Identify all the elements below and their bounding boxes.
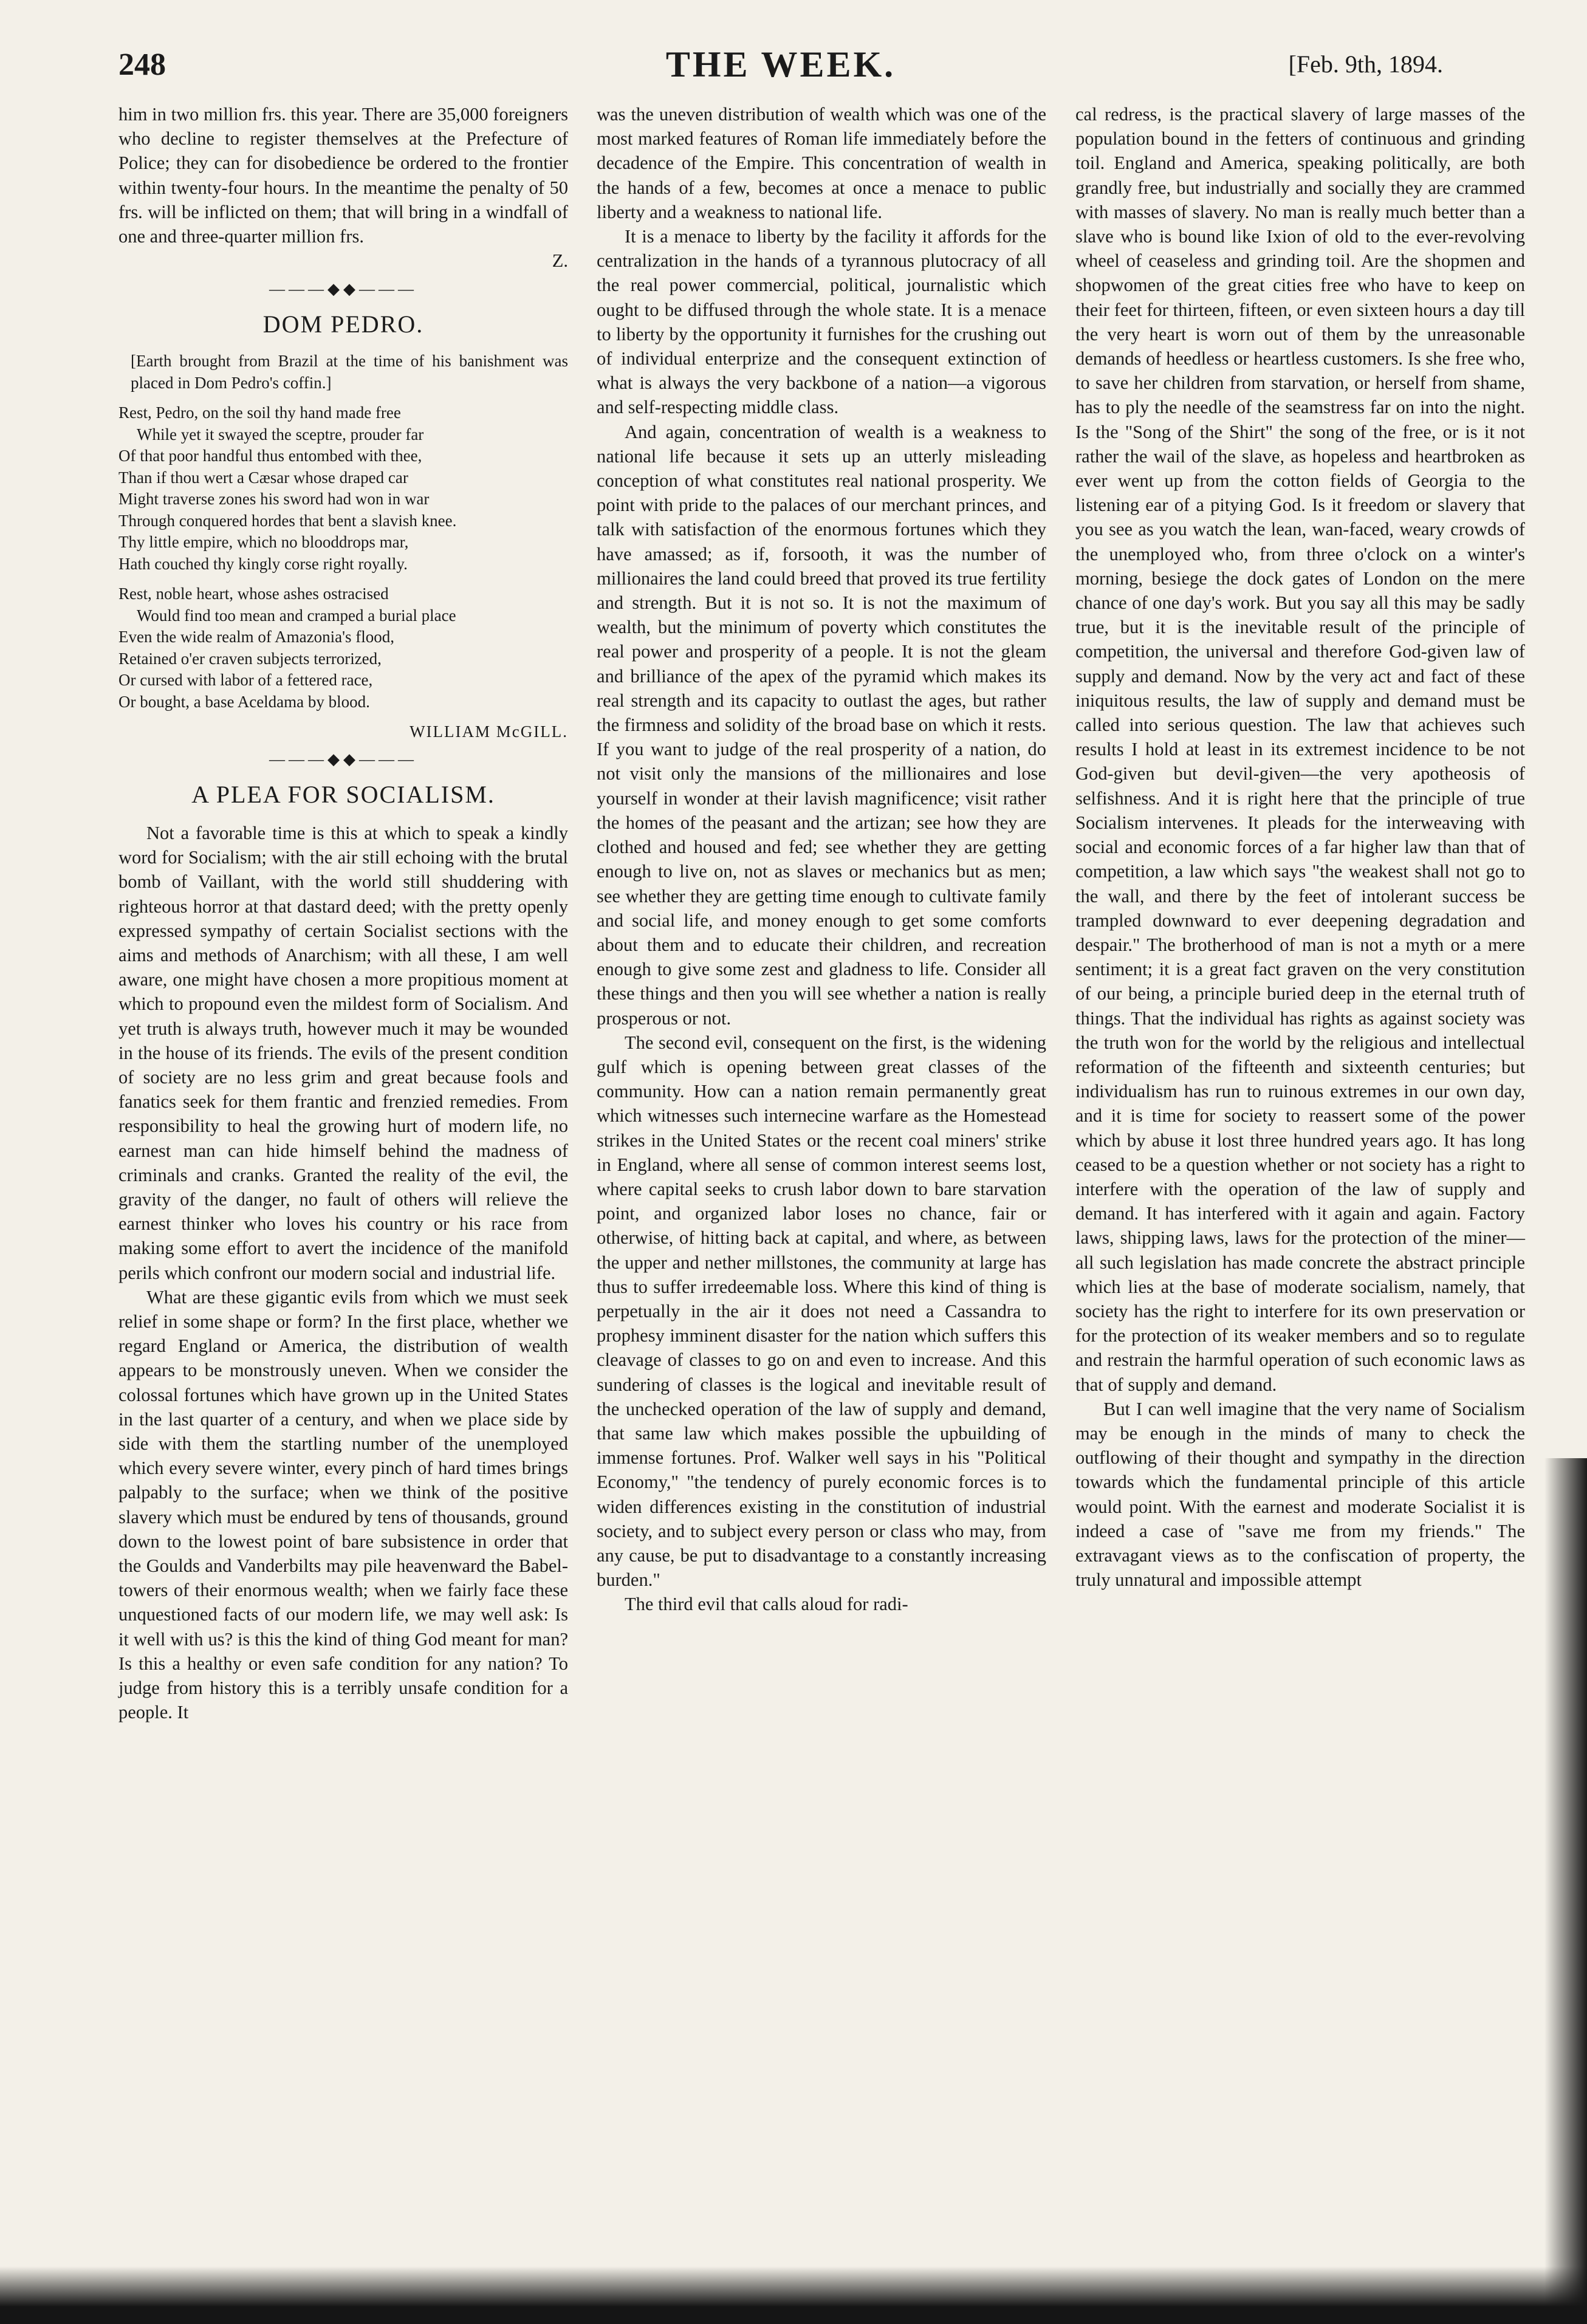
poem-line: Thy little empire, which no blooddrops mar, bbox=[118, 533, 409, 552]
section-divider: ———◆◆——— bbox=[269, 280, 417, 298]
column-3 bbox=[1075, 102, 1525, 1592]
issue-date: [Feb. 9th, 1894. bbox=[1288, 50, 1443, 78]
poem-line: While yet it swayed the sceptre, prouder far bbox=[137, 425, 424, 444]
article-paragraph: was the uneven distribution of wealth which was one of the most marked features of Roman life immediately before the decadence of the Empire. This concentration of wealth in the hands of a few, becomes at once a menace to public liberty and a weakness to national life. bbox=[597, 104, 1046, 222]
masthead-title: THE WEEK. bbox=[665, 44, 896, 84]
poem-stanza-1 bbox=[118, 402, 568, 575]
page-edge-shadow bbox=[1544, 1458, 1587, 2324]
poem-line: Hath couched thy kingly corse right royally. bbox=[118, 554, 408, 573]
poem-line: Even the wide realm of Amazonia's flood, bbox=[118, 628, 394, 646]
article-paragraph: cal redress, is the practical slavery of large masses of the population bound in the fetters of continuous and grinding toil. England and America, speaking politically, are both grandly free, but industrially and socially they are crammed with masses of slavery. No man is really much better than a slave who is bound like Ixion of old to the ever-revolving wheel of ceaseless and grinding toil. Are the shopmen and shopwomen of the great cities free who have to keep on their feet for thirteen, fifteen, or even sixteen hours a day till the very heart is worn out of them by the unreasonable demands of heedless or heartless customers. Is she free who, to save her children from starvation, or herself from shame, has to ply the needle of the seamstress far on into the night. Is the "Song of the Shirt" the song of the free, or is it not rather the wail of the slave, as hopeless and heartbroken as ever went up from the cotton fields of Georgia to the listening ear of a pitying God. Is it freedom or slavery that you see as you watch the lean, wan-faced, weary crowds of the unemployed who, from three o'clock on a winter's morning, besiege the dock gates of London on the mere chance of one day's work. But you say all this may be sadly true, but it is the inevitable result of the principle of competition, the universal and therefore God-given law of supply and demand. Now by the very act and fact of these iniquitous results, the law of supply and demand must be called into serious question. The law that achieves such results I hold at least in its extremest incidence to be not God-given but devil-given—the very apotheosis of selfishness. And it is right here that the principle of true Socialism intervenes. It pleads for the interweaving with social and economic forces of a far higher law than that of competition, a law which says "the weakest shall not go to the wall, and there by the feet of intolerant success be trampled downward to ever deepening degradation and despair." The brotherhood of man is not a myth or a mere sentiment; it is a great fact graven on the very constitution of our being, a principle buried deep in the eternal truth of things. That the individual has rights as against society was the truth won for the world by the religious and intellectual reformation of the fifteenth and sixteenth centuries; but individualism has run to ruinous extremes in our own day, and it is time for society to reassert some of the power which by abuse it lost three hundred years ago. It has long ceased to be a question whether or not society has a right to interfere with the operation of the law of supply and demand. It has interfered with it again and again. Factory laws, shipping laws, laws for the protection of the miner—all such legislation has made concrete the abstract principle which lies at the base of moderate socialism, namely, that society has the right to interfere for its own preservation or for the protection of its weaker members and so to regulate and restrain the harmful operation of such economic laws as that of supply and demand. bbox=[1075, 104, 1525, 1395]
poem-stanza-2 bbox=[118, 583, 568, 713]
article-title: A PLEA FOR SOCIALISM. bbox=[191, 780, 495, 808]
poem-author: WILLIAM McGILL. bbox=[410, 722, 568, 741]
poem-line: Rest, Pedro, on the soil thy hand made free bbox=[118, 403, 401, 422]
article-paragraph: The second evil, consequent on the first, is the widening gulf which is opening between great classes of the community. How can a nation remain permanently great which witnesses such internecine warfare as the Homestead strikes in the United States or the recent coal miners' strike in England, where all sense of common interest seems lost, where capital seeks to crush labor down to bare starvation point, and organized labor loses no chance, fair or otherwise, of hitting back at capital, and where, as between the upper and nether millstones, the community at large has thus to suffer irredeemable loss. Where this kind of thing is perpetually in the air it does not need a Cassandra to prophesy imminent disaster for the nation which suffers this cleavage of classes to go on and even to increase. And this sundering of classes is the logical and inevitable result of the unchecked operation of the law of supply and demand, that same law which makes possible the upbuilding of immense fortunes. Prof. Walker well says in his "Political Economy," "the tendency of purely economic forces is to widen differences existing in the constitution of industrial society, and to subject every person or class who may, from any cause, be put to disadvantage to a constantly increasing burden." bbox=[597, 1032, 1046, 1591]
section-divider: ———◆◆——— bbox=[269, 750, 417, 768]
poem-line: Through conquered hordes that bent a slavish knee. bbox=[118, 511, 457, 530]
page-number: 248 bbox=[118, 47, 166, 82]
poem-line: Or cursed with labor of a fettered race, bbox=[118, 671, 373, 690]
poem-title: DOM PEDRO. bbox=[262, 310, 424, 338]
poem-line: Might traverse zones his sword had won in war bbox=[118, 490, 430, 509]
poem-note: [Earth brought from Brazil at the time of his banishment was placed in Dom Pedro's coffin.] bbox=[131, 352, 568, 392]
article-paragraph: The third evil that calls aloud for radi- bbox=[625, 1594, 908, 1615]
poem-line: Or bought, a base Aceldama by blood. bbox=[118, 692, 370, 711]
column-2 bbox=[597, 102, 1046, 1617]
article-paragraph: What are these gigantic evils from which we must seek relief in some shape or form? In the first place, whether we regard England or America, the distribution of wealth appears to be monstrously uneven. When we consider the colossal fortunes which have grown up in the United States in the last quarter of a century, and when we place side by side with them the startling number of the unemployed which every severe winter, every pinch of hard times brings palpably to the surface; when we think of the positive slavery which must be endured by tens of thousands, ground down to the lowest point of bare subsistence in order that the Goulds and Vanderbilts may pile heavenward the Babel-towers of their enormous wealth; when we fairly face these unquestioned facts of our modern life, we may well ask: Is it well with us? is this the kind of thing God meant for man? Is this a healthy or even safe condition for any nation? To judge from history this is a terribly unsafe condition for a people. It bbox=[118, 1286, 568, 1723]
poem-line: Of that poor handful thus entombed with thee, bbox=[118, 447, 422, 465]
poem bbox=[118, 351, 568, 743]
poem-line: Would find too mean and cramped a burial place bbox=[137, 606, 456, 625]
column-1 bbox=[118, 102, 568, 1724]
article-paragraph: But I can well imagine that the very name of Socialism may be enough in the minds of many to check the outflowing of their thought and sympathy in the direction towards which the fundamental principle of this article would point. With the earnest and moderate Socialist it is indeed a case of "save me from my friends." The extravagant views as to the confiscation of property, the truly unnatural and impossible attempt bbox=[1075, 1398, 1525, 1591]
article-paragraph: Not a favorable time is this at which to speak a kindly word for Socialism; with the air still echoing with the brutal bomb of Vaillant, with the world still shuddering with righteous horror at that dastard deed; with the pretty openly expressed sympathy of certain Socialist sections with the aims and methods of Anarchism; with all these, I am well aware, one might have chosen a more propitious moment at which to propound even the mildest form of Socialism. And yet truth is always truth, however much it may be wounded in the house of its friends. The evils of the present condition of society are no less grim and great because fools and fanatics seek for them frantic and frenzied remedies. From responsibility to heal the growing hurt of modern life, no earnest man can hide himself behind the madness of criminals and cranks. Granted the reality of the evil, the gravity of the danger, no fault of others will relieve the earnest thinker who loves his country or his race from making some effort to avert the incidence of the manifold perils which confront our modern social and industrial life. bbox=[118, 822, 568, 1283]
poem-line: Rest, noble heart, whose ashes ostracised bbox=[118, 584, 389, 603]
scan-bottom-shadow bbox=[0, 2266, 1587, 2324]
paragraph-intro: him in two million frs. this year. There are 35,000 foreigners who decline to register themselves at the Prefecture of Police; they can for disobedience be ordered to the frontier within twenty-four hours. In the meantime the penalty of 50 frs. will be inflicted on them; that will bring in a windfall of one and three-quarter million frs. bbox=[118, 104, 568, 247]
signature-z: Z. bbox=[552, 250, 568, 272]
article-paragraph: It is a menace to liberty by the facility it affords for the centralization in the hands of a tyrannous plutocracy of all the real power commercial, political, journalistic which ought to be diffused through the whole state. It is a menace to liberty by the opportunity it furnishes for the crushing out of individual enterprize and the consequent extinction of what is always the very backbone of a nation—a vigorous and self-respecting middle class. bbox=[597, 226, 1046, 418]
poem-line: Retained o'er craven subjects terrorized, bbox=[118, 649, 382, 668]
page-header bbox=[118, 44, 1443, 92]
poem-line: Than if thou wert a Cæsar whose draped car bbox=[118, 468, 408, 487]
article-paragraph: And again, concentration of wealth is a weakness to national life because it sets up an utterly misleading conception of what constitutes real national prosperity. We point with pride to the palaces of our merchant princes, and talk with satisfaction of the enormous fortunes which they have amassed; as if, forsooth, it was the number of millionaires the land could breed that proved its true fertility and strength. But it is not so. It is not the maximum of wealth, but the minimum of poverty which constitutes the real power and prosperity of a people. It is not the gleam and brilliance of the apex of the pyramid which makes its real strength and its capacity to outlast the ages, but rather the firmness and solidity of the broad base on which it rests. If you want to judge of the real prosperity of a nation, do not visit only the mansions of the millionaires and lose yourself in wonder at their lavish magnificence; visit rather the homes of the peasant and the artizan; see how they are clothed and housed and fed; see whether they are getting enough to live on, not as slaves or mechanics but as men; see whether they are getting time enough to cultivate family and social life, and money enough to get some comforts about them and to educate their children, and recreation enough to give some zest and gladness to life. Consider all these things and then you will see whether a nation is really prosperous or not. bbox=[597, 421, 1046, 1029]
